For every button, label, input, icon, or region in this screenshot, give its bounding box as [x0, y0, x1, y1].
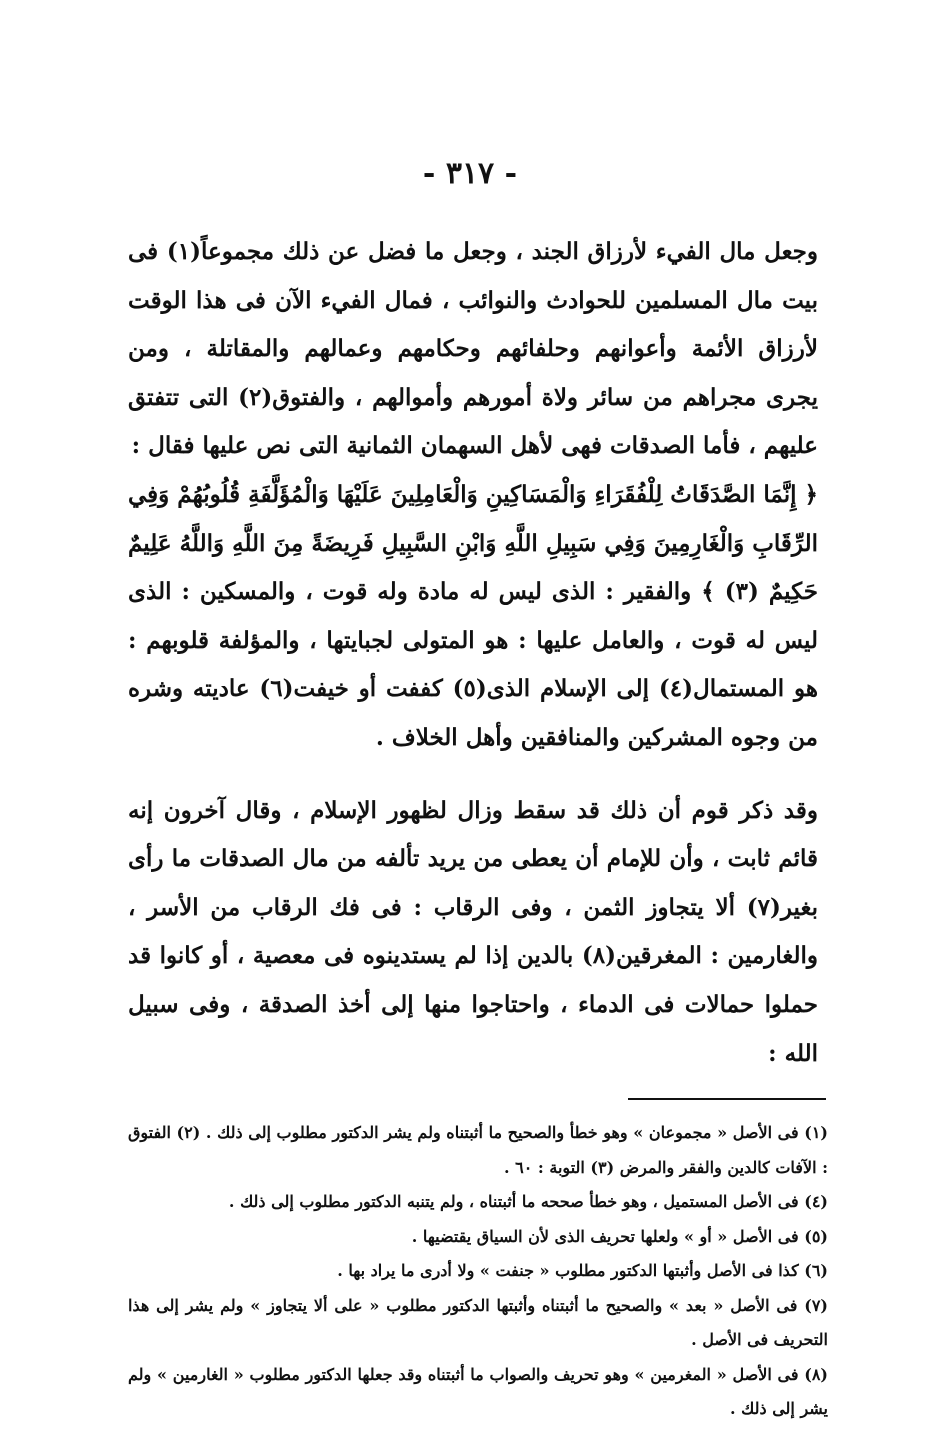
paragraph-3: وقد ذكر قوم أن ذلك قد سقط وزال لظهور الإسلام ، وقال آخرون إنه قائم ثابت ، وأن للإمام أن يعطى من يريد تألفه من مال الصدقات ما رأى بغير(٧) ألا يتجاوز الثمن ، وفى الرقاب : فى فك الرقاب من الأسر ، والغارمين : المغرقين(٨) بالدين إذا لم يستدينوه فى معصية ، أو كانوا قد حملوا حمالات فى الدماء ، واحتاجوا منها إلى أخذ الصدقة ، وفى سبيل الله :	[128, 796, 818, 1067]
footnote-separator	[628, 1098, 826, 1100]
page-number: - ٣١٧ -	[422, 156, 518, 191]
main-text	[128, 228, 818, 1078]
footnote-8: (٨) فى الأصل « المغرمين » وهو تحريف والصواب ما أثبتناه وقد جعلها الدكتور مطلوب « الغارمين » ولم يشر إلى ذلك .	[128, 1364, 828, 1418]
footnotes	[128, 1116, 828, 1427]
footnote-7: (٧) فى الأصل « بعد » والصحيح ما أثبتناه وأثبتها الدكتور مطلوب « على ألا يتجاوز » ولم يشر إلى هذا التحريف فى الأصل .	[128, 1295, 828, 1349]
paragraph-1: وجعل مال الفيء لأرزاق الجند ، وجعل ما فضل عن ذلك مجموعاً(١) فى بيت مال المسلمين للحوادث والنوائب ، فمال الفيء الآن فى هذا الوقت لأرزاق الأئمة وأعوانهم وحلفائهم وحكامهم وعمالهم والمقاتلة ، ومن يجرى مجراهم من سائر ولاة أمورهم وأموالهم ، والفتوق(٢) التى تتفتق عليهم ، فأما الصدقات فهى لأهل السهمان الثمانية التى نص عليها فقال :	[128, 238, 819, 460]
paragraph-2: ﴿ إِنَّمَا الصَّدَقَاتُ لِلْفُقَرَاءِ وَالْمَسَاكِينِ وَالْعَامِلِينَ عَلَيْهَا وَالْمُؤَلَّفَةِ قُلُوبُهُمْ وَفِي الرِّقَابِ وَالْغَارِمِينَ وَفِي سَبِيلِ اللَّهِ وَابْنِ السَّبِيلِ فَرِيضَةً مِنَ اللَّهِ وَاللَّهُ عَلِيمٌ حَكِيمٌ (٣) ﴾ والفقير : الذى ليس له مادة وله قوت ، والمسكين : الذى ليس له قوت ، والعامل عليها : هو المتولى لجبايتها ، والمؤلفة قلوبهم : هو المستمال(٤) إلى الإسلام الذى(٥) كففت أو خيفت(٦) عاديته وشره من وجوه المشركين والمنافقين وأهل الخلاف .	[128, 480, 819, 751]
footnote-4: (٤) فى الأصل المستميل ، وهو خطأ صححه ما أثبتناه ، ولم يتنبه الدكتور مطلوب إلى ذلك .	[228, 1192, 828, 1211]
footnote-5: (٥) فى الأصل « أو » ولعلها تحريف الذى لأن السياق يقتضيها .	[411, 1226, 828, 1246]
footnote-6: (٦) كذا فى الأصل وأثبتها الدكتور مطلوب « جنفت » ولا أدرى ما يراد بها .	[337, 1261, 828, 1280]
footnote-1-3: (١) فى الأصل « مجموعان » وهو خطأ والصحيح ما أثبتناه ولم يشر الدكتور مطلوب إلى ذلك . (٢) الفتوق : الآفات كالدين والفقر والمرض (٣) التوبة : ٦٠ .	[128, 1123, 828, 1177]
